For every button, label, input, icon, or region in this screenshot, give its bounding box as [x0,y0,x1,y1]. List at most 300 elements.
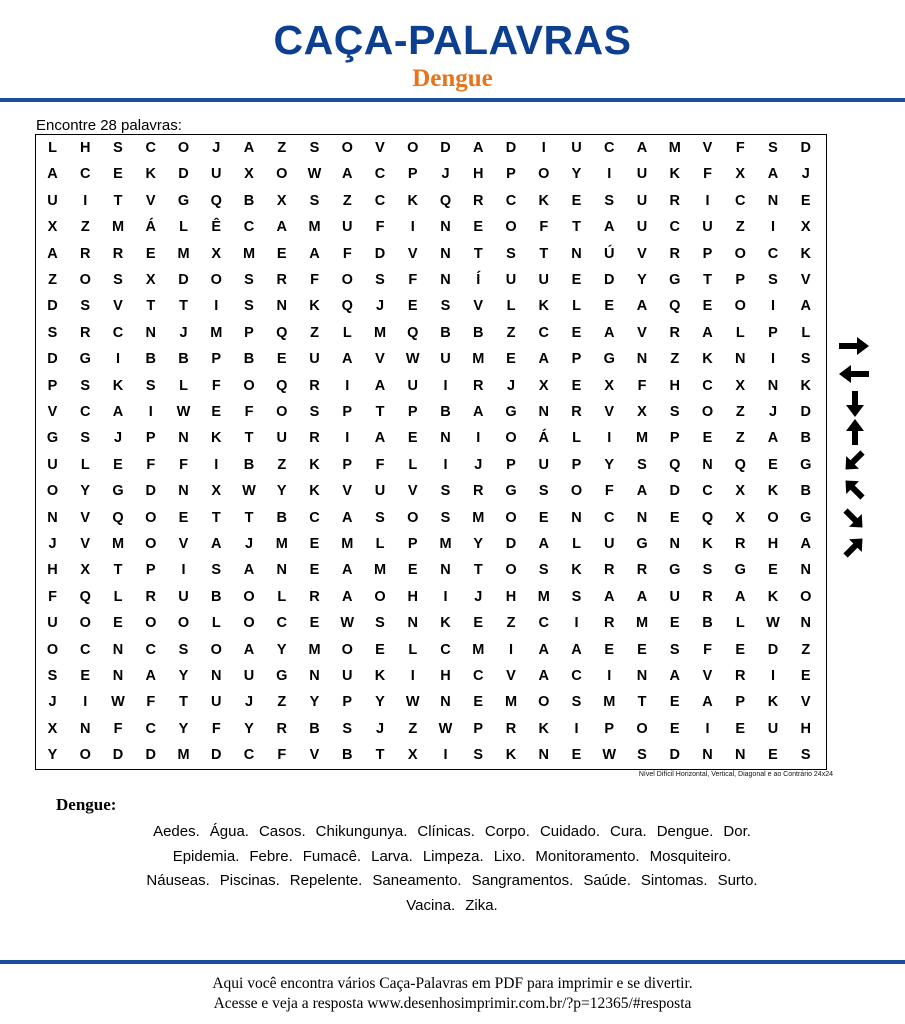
grid-letter[interactable]: Q [210,192,222,209]
grid-letter[interactable]: Z [801,641,811,658]
grid-letter[interactable]: Z [48,272,57,288]
grid-letter[interactable]: K [309,456,320,473]
grid-letter[interactable]: A [309,245,320,262]
grid-letter[interactable]: E [768,747,778,764]
grid-letter[interactable]: I [705,720,710,737]
grid-letter[interactable]: S [538,562,549,579]
grid-letter[interactable]: A [538,351,549,368]
grid-letter[interactable]: A [800,536,811,552]
grid-letter[interactable]: D [145,483,156,500]
grid-letter[interactable]: V [47,404,58,420]
grid-letter[interactable]: U [342,219,353,236]
grid-letter[interactable]: I [770,219,776,236]
grid-letter[interactable]: D [800,140,811,156]
grid-letter[interactable]: K [767,483,779,500]
grid-letter[interactable]: Y [47,747,58,764]
grid-letter[interactable]: O [177,615,190,632]
grid-letter[interactable]: I [541,140,546,156]
grid-letter[interactable]: P [571,456,582,473]
grid-letter[interactable]: E [375,641,385,658]
grid-letter[interactable]: B [145,351,156,368]
grid-letter[interactable]: F [244,404,254,420]
grid-letter[interactable]: Á [538,430,549,447]
grid-letter[interactable]: M [111,219,125,236]
grid-letter[interactable]: G [603,351,615,368]
grid-letter[interactable]: A [604,219,615,236]
grid-letter[interactable]: M [472,641,485,658]
grid-letter[interactable]: U [505,272,517,288]
grid-letter[interactable]: P [506,456,516,473]
grid-letter[interactable]: S [440,483,451,500]
grid-letter[interactable]: A [145,668,156,684]
grid-letter[interactable]: U [636,192,648,209]
grid-letter[interactable]: N [112,641,124,658]
grid-letter[interactable]: Z [277,694,287,711]
grid-letter[interactable]: E [506,351,516,368]
grid-letter[interactable]: F [310,272,319,288]
grid-letter[interactable]: R [571,404,582,420]
grid-letter[interactable]: C [473,668,484,684]
grid-letter[interactable]: Y [244,720,254,737]
grid-letter[interactable]: S [768,140,778,156]
grid-letter[interactable]: J [244,694,254,711]
grid-letter[interactable]: C [145,720,156,737]
grid-letter[interactable]: Z [670,351,680,368]
grid-letter[interactable]: S [440,509,451,526]
grid-letter[interactable]: C [80,166,91,183]
grid-letter[interactable]: Y [178,720,189,737]
grid-letter[interactable]: J [179,324,188,341]
grid-letter[interactable]: O [505,562,517,579]
grid-letter[interactable]: A [767,430,779,447]
grid-letter[interactable]: E [113,615,123,632]
grid-letter[interactable]: A [800,298,811,315]
grid-letter[interactable]: X [735,377,746,394]
grid-letter[interactable]: M [177,245,190,262]
grid-letter[interactable]: E [276,351,287,368]
grid-letter[interactable]: T [375,747,385,764]
grid-letter[interactable]: I [770,351,776,368]
grid-letter[interactable]: J [48,694,57,711]
grid-letter[interactable]: E [669,720,680,737]
grid-letter[interactable]: I [574,720,579,737]
grid-letter[interactable]: X [244,166,254,183]
grid-letter[interactable]: N [767,192,779,209]
grid-letter[interactable]: O [341,272,353,288]
grid-letter[interactable]: P [702,245,713,262]
grid-letter[interactable]: G [669,272,681,288]
grid-letter[interactable]: V [113,298,123,315]
grid-letter[interactable]: O [505,509,517,526]
grid-letter[interactable]: E [473,694,484,711]
grid-letter[interactable]: N [440,219,451,236]
grid-letter[interactable]: G [669,562,681,579]
grid-letter[interactable]: E [735,720,746,737]
grid-letter[interactable]: T [113,562,123,579]
grid-letter[interactable]: O [79,615,91,632]
grid-letter[interactable]: M [472,351,485,368]
grid-letter[interactable]: N [636,509,648,526]
grid-letter[interactable]: H [80,140,91,156]
grid-letter[interactable]: H [440,668,451,684]
grid-letter[interactable]: S [113,140,123,156]
grid-letter[interactable]: E [702,430,713,447]
grid-letter[interactable]: E [571,192,582,209]
grid-letter[interactable]: E [571,377,582,394]
grid-letter[interactable]: Z [80,219,90,236]
grid-letter[interactable]: S [211,562,222,579]
grid-letter[interactable]: Q [276,377,288,394]
grid-letter[interactable]: P [407,536,418,552]
grid-letter[interactable]: D [604,272,615,288]
grid-letter[interactable]: O [800,588,812,605]
grid-letter[interactable]: A [636,588,648,605]
grid-letter[interactable]: X [604,377,615,394]
grid-letter[interactable]: P [244,324,254,341]
grid-letter[interactable]: U [47,192,58,209]
grid-letter[interactable]: A [636,140,648,156]
grid-letter[interactable]: L [179,377,188,394]
grid-letter[interactable]: B [276,509,287,526]
grid-letter[interactable]: R [309,588,320,605]
grid-letter[interactable]: S [473,747,484,764]
grid-letter[interactable]: D [505,536,517,552]
grid-letter[interactable]: V [506,668,516,684]
grid-letter[interactable]: S [342,720,353,737]
grid-letter[interactable]: D [47,351,58,368]
grid-letter[interactable]: N [211,668,222,684]
grid-letter[interactable]: Ú [604,245,615,262]
grid-letter[interactable]: B [800,430,811,447]
grid-letter[interactable]: K [407,192,418,209]
grid-letter[interactable]: E [735,641,746,658]
grid-letter[interactable]: U [211,166,222,183]
grid-letter[interactable]: D [374,245,386,262]
grid-letter[interactable]: U [276,430,287,447]
grid-letter[interactable]: K [571,562,582,579]
grid-letter[interactable]: Z [735,404,745,420]
grid-letter[interactable]: I [770,668,776,684]
grid-letter[interactable]: J [506,377,516,394]
grid-letter[interactable]: O [538,166,550,183]
grid-letter[interactable]: T [637,694,647,711]
grid-letter[interactable]: O [570,483,583,500]
grid-letter[interactable]: U [669,588,680,605]
grid-letter[interactable]: C [112,324,124,341]
grid-letter[interactable]: S [375,272,385,288]
grid-letter[interactable]: W [176,404,191,420]
grid-letter[interactable]: C [538,615,549,632]
grid-letter[interactable]: N [80,720,91,737]
grid-letter[interactable]: M [635,615,649,632]
grid-letter[interactable]: T [572,219,581,236]
grid-letter[interactable]: M [537,588,550,605]
grid-letter[interactable]: U [211,694,222,711]
grid-letter[interactable]: C [571,668,582,684]
grid-letter[interactable]: F [113,720,123,737]
grid-letter[interactable]: R [276,720,287,737]
grid-letter[interactable]: G [177,192,190,209]
grid-letter[interactable]: T [539,245,549,262]
grid-letter[interactable]: V [342,483,353,500]
grid-letter[interactable]: B [309,720,320,737]
grid-letter[interactable]: A [636,298,648,315]
grid-letter[interactable]: M [308,641,321,658]
grid-letter[interactable]: C [243,219,255,236]
grid-letter[interactable]: N [145,324,156,341]
grid-letter[interactable]: K [702,536,713,552]
grid-letter[interactable]: D [145,747,156,764]
grid-letter[interactable]: T [244,509,254,526]
grid-letter[interactable]: I [443,588,448,605]
grid-letter[interactable]: Y [309,694,320,711]
grid-letter[interactable]: V [80,509,91,526]
grid-letter[interactable]: N [735,351,746,368]
grid-letter[interactable]: Z [735,430,745,447]
grid-letter[interactable]: W [438,720,453,737]
grid-letter[interactable]: F [408,272,418,288]
grid-letter[interactable]: F [735,140,745,156]
grid-letter[interactable]: R [604,615,615,632]
grid-letter[interactable]: S [571,694,582,711]
grid-letter[interactable]: A [112,404,124,420]
grid-letter[interactable]: E [80,668,91,684]
grid-letter[interactable]: G [636,536,648,552]
grid-letter[interactable]: Q [669,298,681,315]
grid-letter[interactable]: F [179,456,188,473]
grid-letter[interactable]: N [571,245,582,262]
grid-letter[interactable]: B [342,747,353,764]
grid-letter[interactable]: S [309,404,320,420]
grid-letter[interactable]: V [637,324,647,341]
grid-letter[interactable]: R [473,192,484,209]
grid-letter[interactable]: E [473,219,484,236]
grid-letter[interactable]: D [767,641,779,658]
grid-letter[interactable]: D [669,747,680,764]
grid-letter[interactable]: L [801,324,811,341]
grid-letter[interactable]: U [702,219,713,236]
grid-letter[interactable]: O [341,140,353,156]
grid-letter[interactable]: F [703,641,712,658]
grid-letter[interactable]: S [604,192,615,209]
grid-letter[interactable]: W [307,166,322,183]
grid-letter[interactable]: V [800,272,811,288]
grid-letter[interactable]: R [80,245,91,262]
grid-letter[interactable]: P [407,166,418,183]
grid-letter[interactable]: G [800,509,812,526]
grid-letter[interactable]: O [407,140,419,156]
grid-letter[interactable]: R [604,562,615,579]
grid-letter[interactable]: A [374,377,386,394]
grid-letter[interactable]: A [374,430,386,447]
grid-letter[interactable]: Q [79,588,91,605]
grid-letter[interactable]: T [473,245,483,262]
grid-letter[interactable]: V [702,140,713,156]
grid-letter[interactable]: L [277,588,287,605]
grid-letter[interactable]: P [473,720,484,737]
grid-letter[interactable]: X [276,192,287,209]
grid-letter[interactable]: C [604,140,615,156]
grid-letter[interactable]: V [309,747,320,764]
grid-letter[interactable]: A [538,536,549,552]
grid-letter[interactable]: V [800,694,811,711]
grid-letter[interactable]: D [505,140,517,156]
grid-letter[interactable]: H [407,588,418,605]
grid-letter[interactable]: K [440,615,451,632]
grid-letter[interactable]: J [375,720,385,737]
grid-letter[interactable]: K [669,166,680,183]
grid-letter[interactable]: N [276,562,287,579]
grid-letter[interactable]: D [178,272,189,288]
grid-letter[interactable]: S [375,509,385,526]
grid-letter[interactable]: O [505,430,517,447]
grid-letter[interactable]: N [767,377,779,394]
grid-letter[interactable]: G [505,483,517,500]
grid-letter[interactable]: F [146,694,156,711]
grid-letter[interactable]: Z [342,192,352,209]
grid-letter[interactable]: A [211,536,222,552]
grid-letter[interactable]: S [800,351,811,368]
grid-letter[interactable]: E [669,694,680,711]
grid-letter[interactable]: H [47,562,58,579]
grid-letter[interactable]: R [145,588,156,605]
grid-letter[interactable]: Y [276,641,287,658]
grid-letter[interactable]: Z [735,219,745,236]
grid-letter[interactable]: I [83,192,88,209]
grid-letter[interactable]: M [341,536,354,552]
grid-letter[interactable]: X [637,404,647,420]
grid-letter[interactable]: X [47,219,58,236]
grid-letter[interactable]: Í [476,272,481,288]
grid-letter[interactable]: W [242,483,256,500]
grid-letter[interactable]: S [506,245,516,262]
grid-letter[interactable]: M [275,536,288,552]
grid-letter[interactable]: E [145,245,156,262]
grid-letter[interactable]: N [538,747,549,764]
grid-letter[interactable]: O [243,377,255,394]
grid-letter[interactable]: D [211,747,222,764]
grid-letter[interactable]: K [538,192,549,209]
grid-letter[interactable]: A [604,324,615,341]
grid-letter[interactable]: S [244,272,254,288]
grid-letter[interactable]: R [309,377,320,394]
grid-letter[interactable]: G [79,351,91,368]
grid-letter[interactable]: G [800,456,812,473]
grid-letter[interactable]: Y [637,272,647,288]
grid-letter[interactable]: V [80,536,91,552]
grid-letter[interactable]: A [473,140,484,156]
grid-letter[interactable]: A [342,351,353,368]
grid-letter[interactable]: F [342,245,352,262]
grid-letter[interactable]: Z [310,324,319,341]
grid-letter[interactable]: C [276,615,287,632]
grid-letter[interactable]: I [705,192,710,209]
grid-letter[interactable]: N [440,562,451,579]
grid-letter[interactable]: O [701,404,714,420]
grid-letter[interactable]: N [440,245,451,262]
grid-letter[interactable]: A [342,166,353,183]
grid-letter[interactable]: E [178,509,189,526]
grid-letter[interactable]: Y [571,166,582,183]
grid-letter[interactable]: E [702,298,713,315]
grid-letter[interactable]: K [505,747,517,764]
grid-letter[interactable]: H [767,536,779,552]
grid-letter[interactable]: O [79,272,91,288]
grid-letter[interactable]: C [735,192,746,209]
grid-letter[interactable]: I [214,456,219,473]
grid-letter[interactable]: I [410,219,415,236]
grid-letter[interactable]: X [47,720,58,737]
grid-letter[interactable]: A [702,324,713,341]
grid-letter[interactable]: I [770,298,776,315]
grid-letter[interactable]: A [571,641,582,658]
grid-letter[interactable]: R [505,720,517,737]
grid-letter[interactable]: Q [734,456,746,473]
grid-letter[interactable]: F [211,720,221,737]
grid-letter[interactable]: P [342,694,353,711]
grid-letter[interactable]: S [47,324,58,341]
grid-letter[interactable]: L [179,219,188,236]
grid-letter[interactable]: L [408,456,418,473]
grid-letter[interactable]: O [636,720,648,737]
grid-letter[interactable]: E [669,615,680,632]
grid-letter[interactable]: T [211,509,221,526]
grid-letter[interactable]: C [538,324,549,341]
grid-letter[interactable]: X [80,562,91,579]
grid-letter[interactable]: Y [473,536,484,552]
grid-letter[interactable]: J [801,166,810,183]
grid-letter[interactable]: U [47,456,58,473]
grid-letter[interactable]: A [473,404,484,420]
grid-letter[interactable]: S [800,747,811,764]
grid-letter[interactable]: L [506,298,516,315]
grid-letter[interactable]: S [309,140,320,156]
grid-letter[interactable]: O [341,641,353,658]
grid-letter[interactable]: B [243,351,255,368]
grid-letter[interactable]: G [734,562,746,579]
grid-letter[interactable]: P [604,720,615,737]
grid-letter[interactable]: S [47,668,58,684]
grid-letter[interactable]: U [636,166,648,183]
grid-letter[interactable]: A [342,588,353,605]
grid-letter[interactable]: X [538,377,549,394]
grid-letter[interactable]: T [473,562,483,579]
grid-letter[interactable]: P [506,166,516,183]
grid-letter[interactable]: K [800,245,811,262]
grid-letter[interactable]: D [47,298,58,315]
grid-letter[interactable]: I [443,377,448,394]
grid-letter[interactable]: B [211,588,222,605]
grid-letter[interactable]: V [604,404,615,420]
grid-letter[interactable]: S [669,641,680,658]
grid-letter[interactable]: U [440,351,451,368]
grid-letter[interactable]: N [636,668,648,684]
grid-letter[interactable]: T [179,694,188,711]
grid-letter[interactable]: S [669,404,680,420]
grid-letter[interactable]: A [702,694,713,711]
grid-letter[interactable]: D [440,140,451,156]
grid-letter[interactable]: B [440,404,451,420]
grid-letter[interactable]: O [243,615,255,632]
grid-letter[interactable]: E [800,668,811,684]
grid-letter[interactable]: O [145,509,157,526]
grid-letter[interactable]: R [112,245,124,262]
grid-letter[interactable]: S [80,377,91,394]
grid-letter[interactable]: S [244,298,254,315]
grid-letter[interactable]: M [111,536,125,552]
grid-letter[interactable]: S [113,272,123,288]
grid-letter[interactable]: E [571,324,582,341]
